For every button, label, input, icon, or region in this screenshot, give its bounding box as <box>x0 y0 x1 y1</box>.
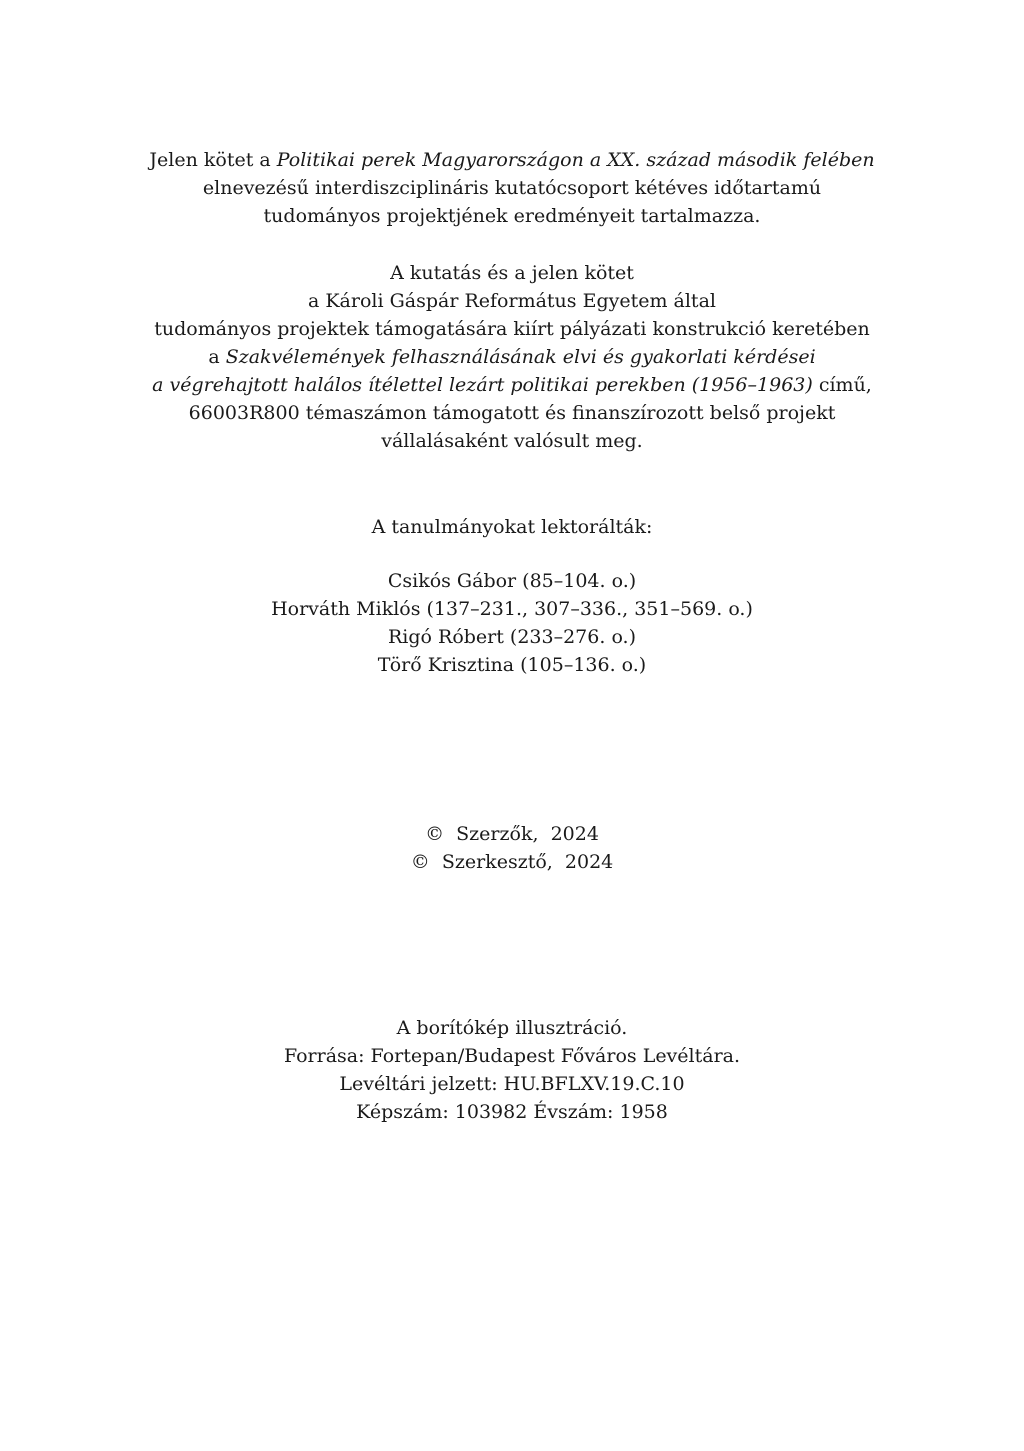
copyright-block <box>0 820 1024 876</box>
reviewers-heading: A tanulmányokat lektorálták: <box>371 516 653 538</box>
cover-credit-line: Forrása: Fortepan/Budapest Főváros Levéltára. <box>283 1045 741 1067</box>
funding-paragraph <box>0 259 1024 455</box>
funding-line-7: vállalásaként valósult meg. <box>381 430 643 452</box>
reviewers-heading-block <box>0 513 1024 541</box>
cover-credit-line: A borítókép illusztráció. <box>396 1017 628 1039</box>
cover-credit-line: Levéltári jelzett: HU.BFLXV.19.C.10 <box>339 1073 685 1095</box>
funding-line-2: a Károli Gáspár Református Egyetem által <box>308 290 716 312</box>
reviewer-item: Törő Krisztina (105–136. o.) <box>377 654 647 676</box>
reviewer-item: Rigó Róbert (233–276. o.) <box>387 626 636 648</box>
cover-credit-line: Képszám: 103982 Évszám: 1958 <box>356 1101 668 1123</box>
project-title-part-1: Szakvélemények felhasználásának elvi és gyakorlati kérdései <box>225 346 816 368</box>
funding-line-3: tudományos projektek támogatására kiírt pályázati konstrukció keretében <box>154 318 870 340</box>
copyright-editor: © Szerkesztő, 2024 <box>410 851 614 873</box>
reviewer-item: Horváth Miklós (137–231., 307–336., 351–569. o.) <box>271 598 753 620</box>
funding-line-5-suffix: című, <box>812 374 872 396</box>
intro-paragraph <box>0 146 1024 230</box>
project-title-part-2: a végrehajtott halálos ítélettel lezárt politikai perekben (1956–1963) <box>152 374 813 396</box>
intro-line-1 <box>0 146 1024 174</box>
funding-line-4-prefix: a <box>208 346 226 368</box>
funding-line-1: A kutatás és a jelen kötet <box>390 262 634 284</box>
funding-line-4 <box>0 343 1024 371</box>
cover-credit-block <box>0 1014 1024 1126</box>
intro-line-3: tudományos projektjének eredményeit tartalmazza. <box>263 205 761 227</box>
intro-line-2: elnevezésű interdiszciplináris kutatócsoport kétéves időtartamú <box>202 177 822 199</box>
reviewers-list <box>0 567 1024 679</box>
intro-line-1-prefix: Jelen kötet a <box>149 149 277 171</box>
funding-line-5 <box>0 371 1024 399</box>
copyright-authors: © Szerzők, 2024 <box>425 823 599 845</box>
research-group-title: Politikai perek Magyarországon a XX. század második felében <box>276 149 875 171</box>
funding-line-6: 66003R800 témaszámon támogatott és finanszírozott belső projekt <box>188 402 836 424</box>
reviewer-item: Csikós Gábor (85–104. o.) <box>387 570 637 592</box>
